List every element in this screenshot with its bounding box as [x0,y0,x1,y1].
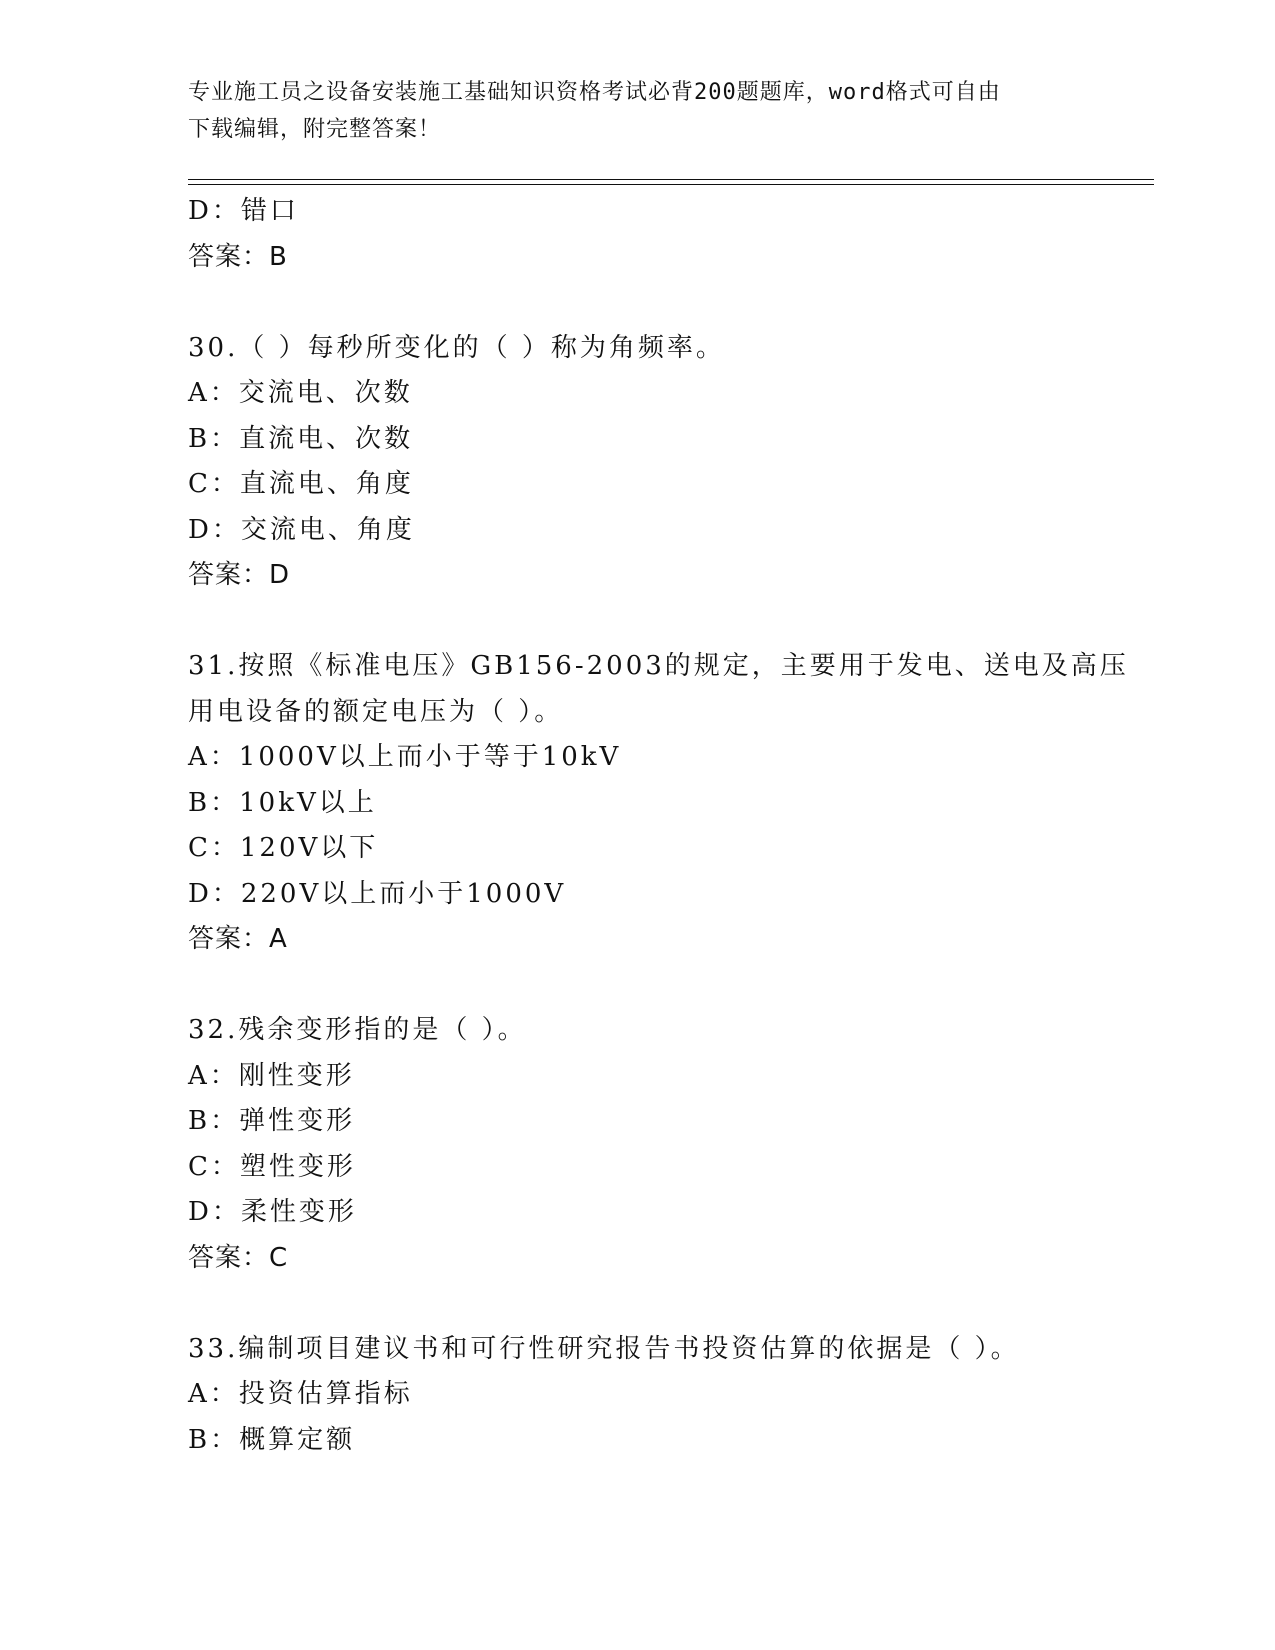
option-c: C：120V以下 [188,833,379,863]
option-a: A：投资估算指标 [188,1379,413,1409]
option-b: B：10kV以上 [188,787,377,818]
option-b: B：弹性变形 [188,1106,356,1136]
header-title-line-1: 专业施工员之设备安装施工基础知识资格考试必背200题题库，word格式可自由 [188,80,1001,105]
question-29-tail [188,189,1148,280]
answer-label: 答案：C [188,1242,289,1273]
spacer [188,1281,1148,1327]
option-a: A：刚性变形 [188,1060,355,1091]
question-text-continued: 用电设备的额定电压为（ ）。 [188,696,564,727]
spacer [188,963,1148,1009]
option-c: C：直流电、角度 [188,469,414,499]
spacer [188,280,1148,326]
option-d: D：错口 [188,196,299,226]
question-30 [188,326,1148,599]
option-d: D：220V以上而小于1000V [188,878,567,909]
question-text: 32.残余变形指的是（ ）。 [188,1015,527,1045]
option-d: D：交流电、角度 [188,514,415,545]
answer-label: 答案：B [188,241,288,272]
option-d: D：柔性变形 [188,1197,357,1227]
question-31 [188,644,1148,963]
question-list [188,189,1148,1463]
header-rule-top [188,179,1154,180]
page-header [188,74,1088,148]
answer-label: 答案：A [188,924,288,954]
option-c: C：塑性变形 [188,1151,356,1182]
option-a: A：1000V以上而小于等于10kV [188,742,622,772]
question-text: 31.按照《标准电压》GB156-2003的规定，主要用于发电、送电及高压 [188,651,1129,681]
option-b: B：直流电、次数 [188,423,414,454]
question-33 [188,1327,1148,1464]
question-32 [188,1008,1148,1281]
answer-label: 答案：D [188,560,291,590]
question-text: 33.编制项目建议书和可行性研究报告书投资估算的依据是（ ）。 [188,1333,1020,1364]
option-a: A：交流电、次数 [188,378,413,408]
header-title-line-2: 下载编辑，附完整答案！ [188,117,442,142]
question-text: 30.（ ）每秒所变化的（ ）称为角频率。 [188,332,725,363]
option-b: B：概算定额 [188,1424,356,1455]
spacer [188,599,1148,645]
header-rule-bottom [188,184,1154,185]
